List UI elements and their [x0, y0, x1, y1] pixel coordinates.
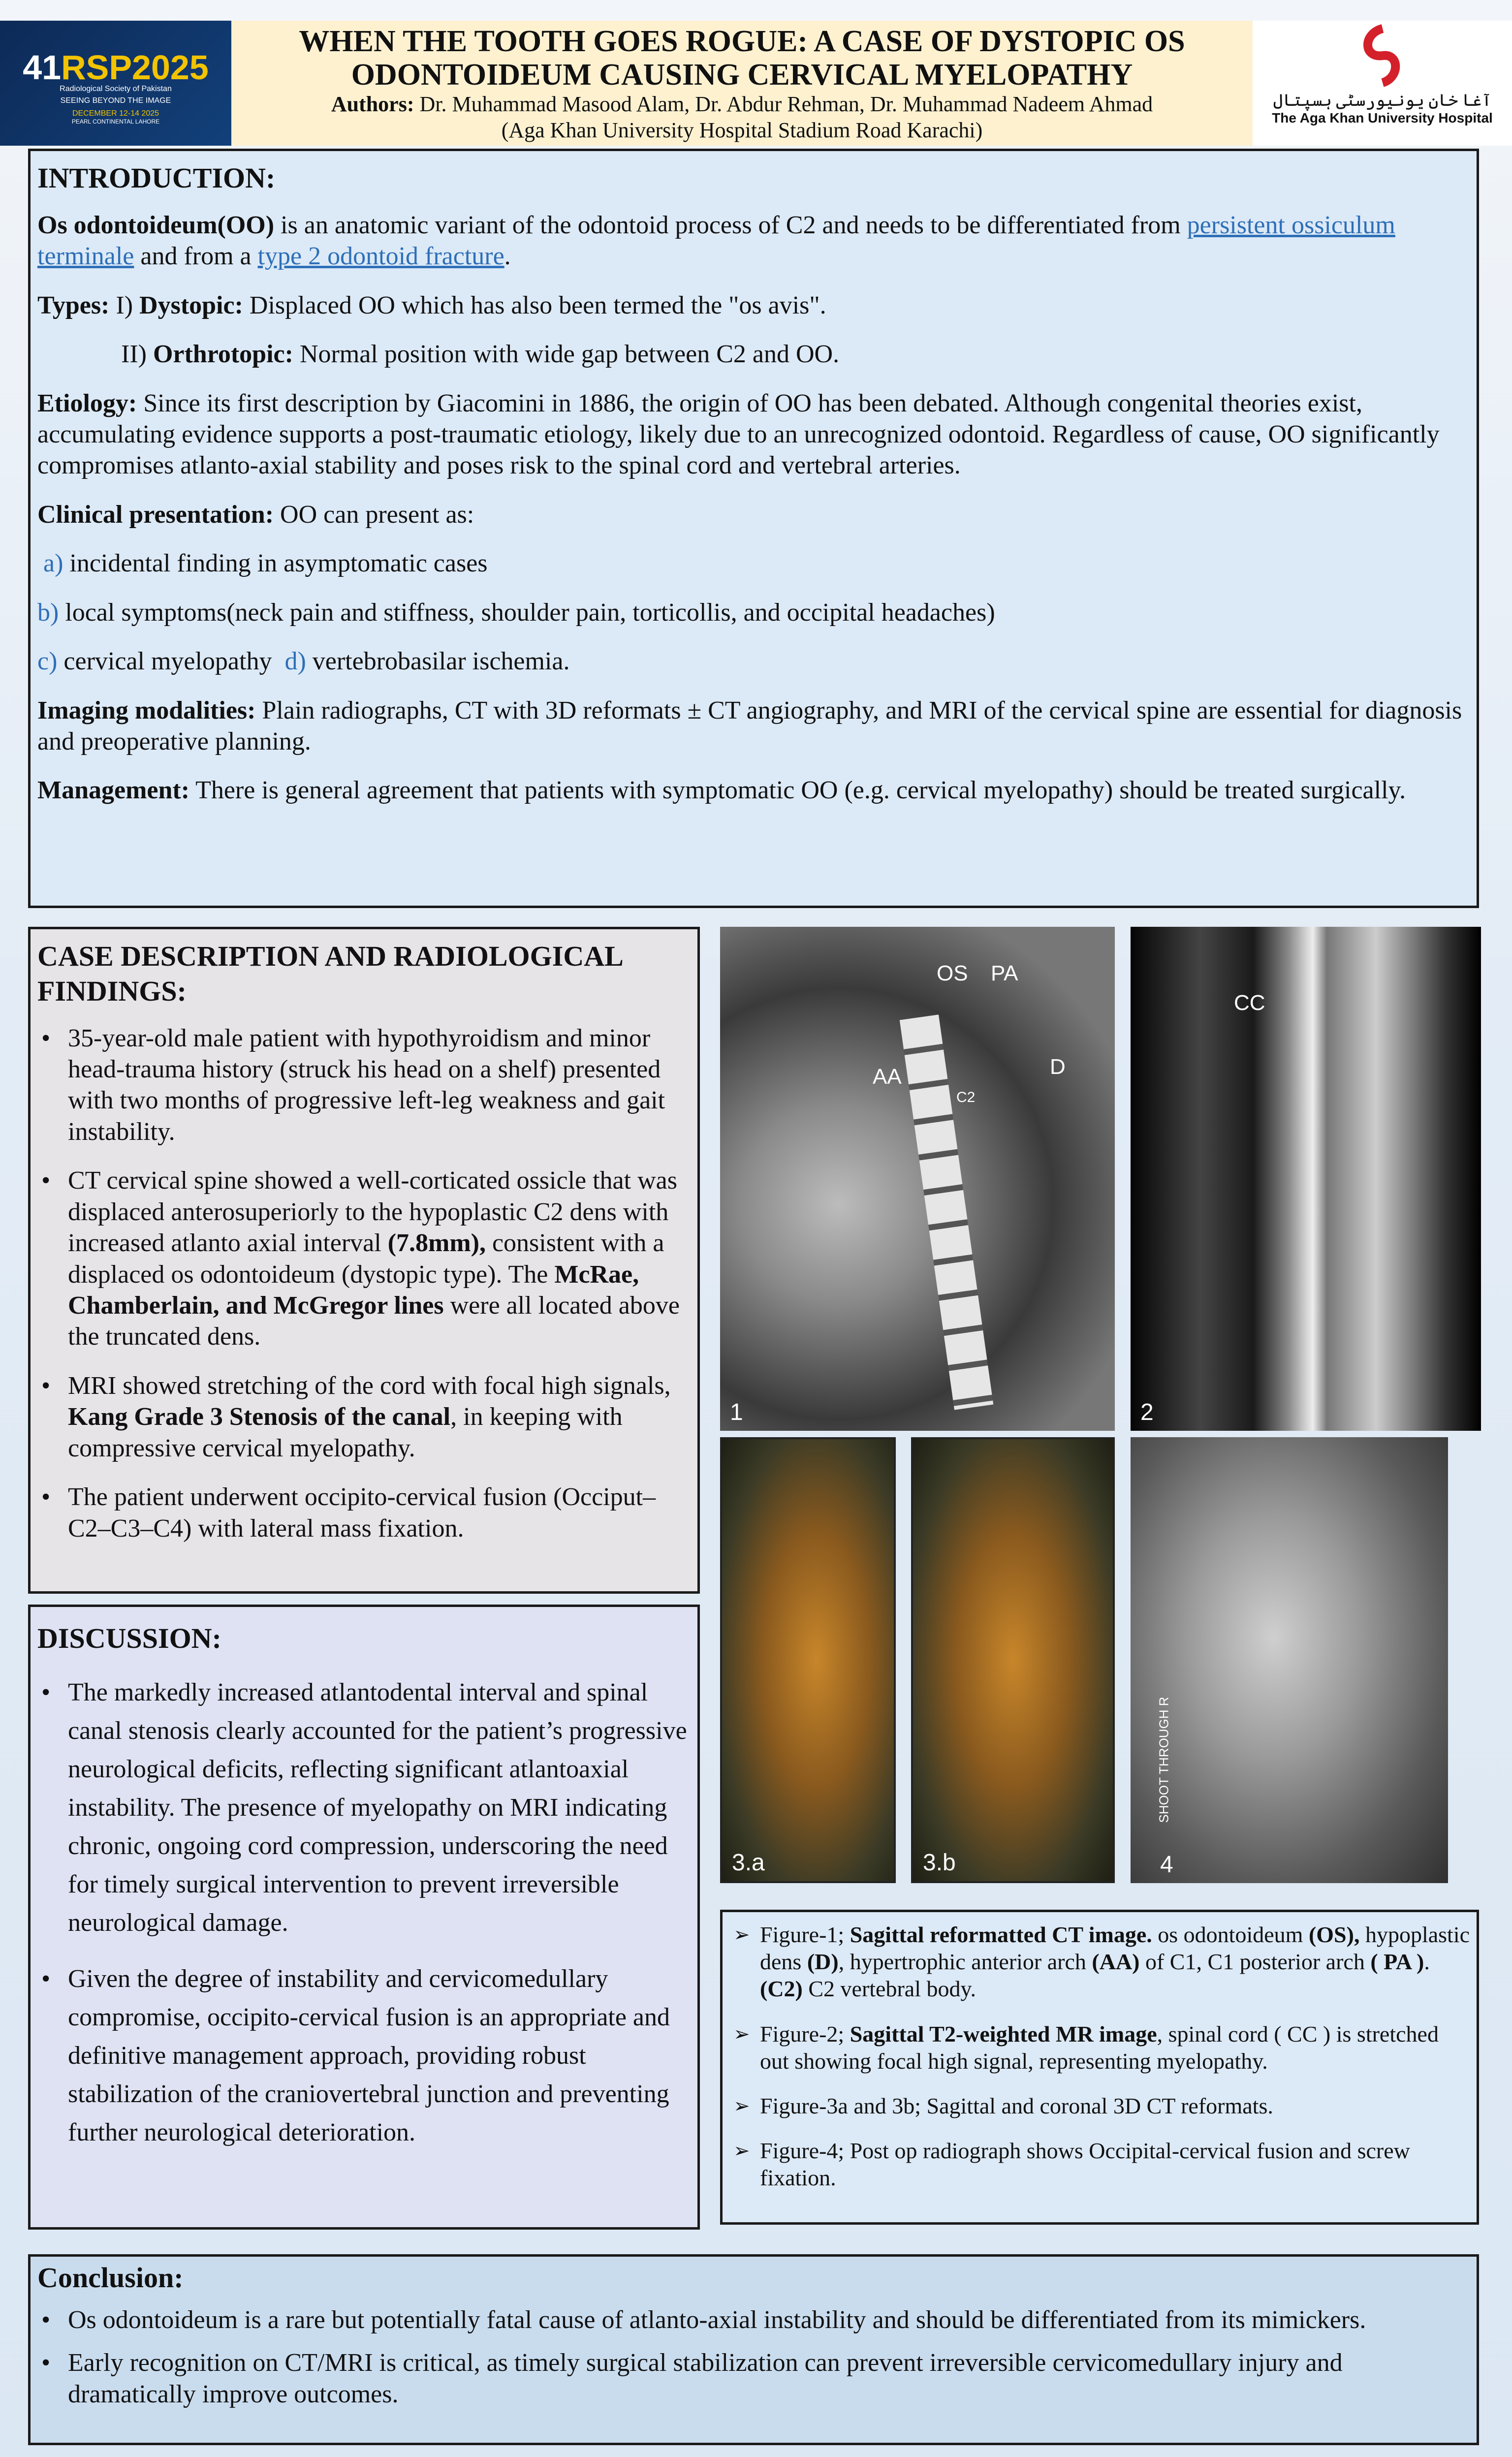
- types-1-text: Displaced OO which has also been termed the "os avis".: [243, 291, 826, 319]
- discussion-bullet: [37, 1673, 691, 1942]
- caption-text: Figure-3a and 3b; Sagittal and coronal 3D CT reformats.: [760, 2093, 1273, 2118]
- introduction-section: [28, 149, 1479, 908]
- conclusion-bullet: [37, 2304, 1470, 2335]
- caption-text: , spinal cord ( CC ) is stretched out showing focal high signal, representing myelopathy.: [760, 2021, 1439, 2074]
- label-c2: C2: [956, 1089, 976, 1105]
- caption-text: .: [1424, 1949, 1430, 1975]
- label-d: D: [1050, 1055, 1066, 1079]
- case-bullet-text: consistent with a displaced os odontoideum (dystopic type). The: [68, 1229, 664, 1289]
- authors-label: Authors:: [331, 92, 414, 117]
- link-ossiculum-terminale[interactable]: persistent ossiculum terminale: [37, 211, 1395, 271]
- types-1-prefix: I): [109, 291, 140, 319]
- clin-b: local symptoms(neck pain and stiffness, shoulder pain, torticollis, and occipital headaches): [59, 598, 995, 627]
- caption-abbrev: (OS),: [1308, 1922, 1360, 1947]
- caption-figure-1: [729, 1921, 1470, 2003]
- oo-text-end: .: [504, 242, 511, 271]
- case-bullet: [37, 1165, 691, 1353]
- figure-3b-3d-ct: [911, 1437, 1115, 1883]
- affiliation: (Aga Khan University Hospital Stadium Road Karachi): [501, 118, 983, 143]
- discussion-heading: DISCUSSION:: [37, 1622, 221, 1654]
- figure-1-ct-image: [720, 927, 1115, 1431]
- clin-c: cervical myelopathy: [57, 647, 285, 676]
- case-bullet: [37, 1481, 691, 1544]
- types-2-text: Normal position with wide gap between C2 and OO.: [293, 340, 840, 369]
- caption-abbrev: (D): [807, 1949, 839, 1975]
- figure-number: 1: [730, 1399, 743, 1425]
- caption-text: , hypertrophic anterior arch: [838, 1949, 1092, 1975]
- authors: Dr. Muhammad Masood Alam, Dr. Abdur Rehman, Dr. Muhammad Nadeem Ahmad: [414, 92, 1153, 117]
- management-text: There is general agreement that patients with symptomatic OO (e.g. cervical myelopathy) should be treated surgically.: [189, 776, 1406, 805]
- discussion-section: [28, 1605, 700, 2230]
- akuh-emblem-icon: [1353, 24, 1412, 88]
- conf-venue: PEARL CONTINENTAL LAHORE: [71, 118, 160, 125]
- imaging-label: Imaging modalities:: [37, 696, 256, 724]
- case-bullet-text: 35-year-old male patient with hypothyroidism and minor head-trauma history (struck his head on a shelf) presented with two months of progressive left-leg weakness and gait instability.: [68, 1024, 665, 1146]
- link-odontoid-fracture[interactable]: type 2 odontoid fracture: [257, 242, 504, 271]
- caption-text: os odontoideum: [1152, 1922, 1309, 1947]
- clinical-label: Clinical presentation:: [37, 500, 274, 529]
- caption-figure-3: [729, 2092, 1470, 2119]
- types-2-prefix: II): [121, 340, 153, 369]
- clin-b-label: b): [37, 598, 59, 627]
- conclusion-bullet: [37, 2347, 1470, 2410]
- poster-title-line1: WHEN THE TOOTH GOES ROGUE: A CASE OF DYSTOPIC OS: [299, 25, 1185, 58]
- clin-a: incidental finding in asymptomatic cases: [63, 549, 488, 578]
- figure-number: 2: [1140, 1399, 1154, 1425]
- conclusion-bullet-text: Os odontoideum is a rare but potentially fatal cause of atlanto-axial instability and should be differentiated from its mimickers.: [68, 2305, 1366, 2334]
- discussion-bullet-text: Given the degree of instability and cervicomedullary compromise, occipito-cervical fusion is an appropriate and definitive management approach, providing robust stabilization of the craniovertebral junction and preventing further neurological deterioration.: [68, 1965, 670, 2146]
- case-bullet-text: CT cervical spine showed a well-corticated ossicle that was displaced anterosuperiorly to the hypoplastic C2 dens with increased atlanto axial interval: [68, 1166, 677, 1258]
- label-os: OS: [937, 961, 968, 985]
- caption-abbrev: (AA): [1092, 1949, 1140, 1975]
- hospital-name-urdu: آغا خان یونیورسٹی ہسپتال: [1273, 92, 1492, 110]
- conf-dates: DECEMBER 12-14 2025: [72, 109, 159, 118]
- caption-text: Figure-2;: [760, 2021, 850, 2047]
- conf-number: 41: [23, 48, 62, 87]
- hospital-logo: [1253, 21, 1512, 146]
- case-bullet-text: , in keeping with compressive cervical myelopathy.: [68, 1403, 623, 1462]
- types-1-term: Dystopic:: [139, 291, 243, 319]
- caption-title: Sagittal T2-weighted MR image: [850, 2021, 1157, 2047]
- imaging-text: Plain radiographs, CT with 3D reformats ± CT angiography, and MRI of the cervical spine are essential for diagnosis and preoperative planning.: [37, 696, 1462, 756]
- types-label: Types:: [37, 291, 110, 319]
- clin-a-label: a): [43, 549, 63, 578]
- clin-d-label: d): [284, 647, 306, 676]
- clin-d: vertebrobasilar ischemia.: [306, 647, 570, 676]
- types-2-term: Orthrotopic:: [153, 340, 293, 369]
- caption-text: C2 vertebral body.: [802, 1976, 976, 2002]
- oo-term: Os odontoideum(OO): [37, 211, 275, 239]
- case-bullet: [37, 1023, 691, 1148]
- poster-title-line2: ODONTOIDEUM CAUSING CERVICAL MYELOPATHY: [351, 58, 1133, 92]
- figure-number: 3.a: [732, 1850, 765, 1876]
- hospital-name: The Aga Khan University Hospital: [1272, 110, 1493, 126]
- caption-text: Figure-1;: [760, 1922, 850, 1947]
- caption-text: Figure-4; Post op radiograph shows Occipital-cervical fusion and screw fixation.: [760, 2138, 1410, 2191]
- conf-name: RSP2025: [61, 48, 209, 87]
- conf-tagline: SEEING BEYOND THE IMAGE: [60, 96, 171, 105]
- clin-c-label: c): [37, 647, 58, 676]
- caption-title: Sagittal reformatted CT image.: [850, 1922, 1152, 1947]
- kang-grade: Kang Grade 3 Stenosis of the canal: [68, 1403, 451, 1431]
- case-bullet: [37, 1370, 691, 1464]
- conclusion-bullet-text: Early recognition on CT/MRI is critical, as timely surgical stabilization can prevent irreversible cervicomedullary injury and dramatically improve outcomes.: [68, 2349, 1343, 2408]
- discussion-bullet-text: The markedly increased atlantodental interval and spinal canal stenosis clearly accounted for the patient’s progressive neurological deficits, reflecting significant atlantoaxial instability. The presence of myelopathy on MRI indicating chronic, ongoing cord compression, underscoring the need for timely surgical intervention to prevent irreversible neurological damage.: [68, 1678, 687, 1937]
- caption-abbrev: ( PA ): [1370, 1949, 1424, 1975]
- lines-term: McRae, Chamberlain, and McGregor lines: [68, 1260, 639, 1320]
- caption-text: hypoplastic dens: [760, 1922, 1470, 1975]
- etiology-text: Since its first description by Giacomini in 1886, the origin of OO has been debated. Although congenital theories exist, accumulating evidence supports a post-traumatic etiology, likely due to an unrecognized odontoid. Regardless of cause, OO significantly compromises atlanto-axial stability and poses risk to the spinal cord and vertebral arteries.: [37, 389, 1440, 480]
- figure-number: 4: [1160, 1852, 1173, 1878]
- figure-3a-3d-ct: [720, 1437, 896, 1883]
- figure-4-radiograph: [1131, 1437, 1448, 1883]
- title-block: [231, 21, 1253, 146]
- case-bullet-text: were all located above the truncated dens.: [68, 1292, 680, 1351]
- conclusion-heading: Conclusion:: [37, 2262, 184, 2294]
- oo-text: is an anatomic variant of the odontoid process of C2 and needs to be differentiated from: [274, 211, 1187, 239]
- label-pa: PA: [991, 961, 1018, 985]
- caption-abbrev: (C2): [760, 1976, 803, 2002]
- figure-2-mri-image: [1131, 927, 1481, 1431]
- radiograph-marker: SHOOT THROUGH R: [1156, 1697, 1171, 1823]
- management-label: Management:: [37, 776, 190, 805]
- conf-society: Radiological Society of Pakistan: [60, 85, 172, 93]
- conclusion-section: [28, 2254, 1479, 2445]
- oo-text-mid: and from a: [134, 242, 258, 271]
- figure-captions: [720, 1910, 1479, 2225]
- label-aa: AA: [873, 1065, 902, 1089]
- case-bullet-text: The patient underwent occipito-cervical fusion (Occiput–C2–C3–C4) with lateral mass fixation.: [68, 1483, 656, 1543]
- caption-figure-2: [729, 2020, 1470, 2075]
- aai-measure: (7.8mm),: [387, 1229, 486, 1258]
- label-cc: CC: [1234, 991, 1265, 1015]
- clinical-text: OO can present as:: [274, 500, 474, 529]
- conference-logo: [0, 21, 231, 146]
- discussion-bullet: [37, 1960, 691, 2152]
- figure-number: 3.b: [923, 1850, 956, 1876]
- case-section: [28, 927, 700, 1594]
- caption-text: of C1, C1 posterior arch: [1139, 1949, 1371, 1975]
- case-heading: CASE DESCRIPTION AND RADIOLOGICAL FINDINGS:: [37, 940, 622, 1007]
- caption-figure-4: [729, 2137, 1470, 2191]
- etiology-label: Etiology:: [37, 389, 137, 417]
- introduction-heading: INTRODUCTION:: [37, 162, 276, 194]
- case-bullet-text: MRI showed stretching of the cord with focal high signals,: [68, 1371, 671, 1400]
